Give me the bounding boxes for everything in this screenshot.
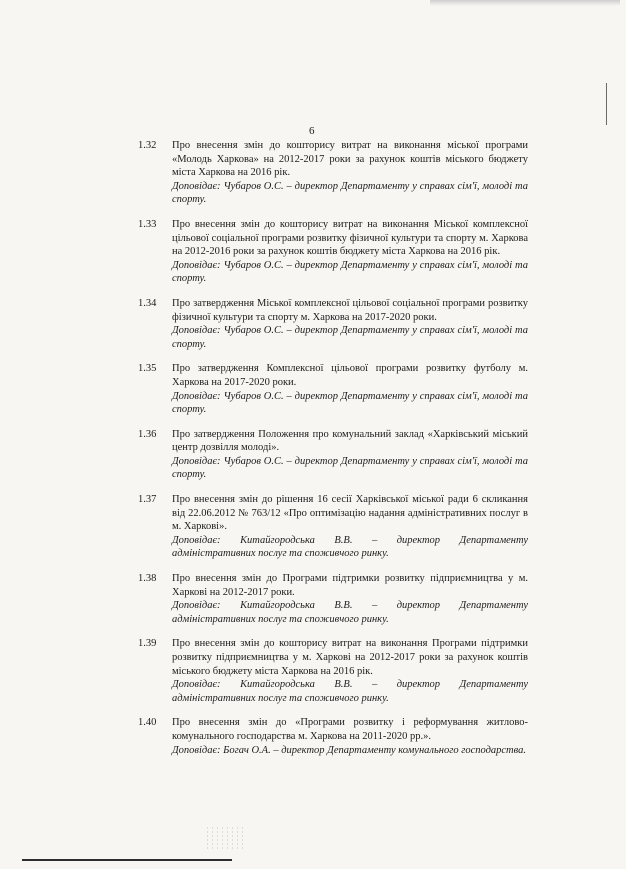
item-number: 1.39 [138,638,157,650]
item-speaker-line [172,180,528,207]
item-title: Про внесення змін до кошторису витрат на виконання Програми підтримки розвитку підприємництва у м. Харкові на 2012-2017 роки за рахунок коштів міського бюджету міста Харкова на 2016 рік. [172,638,528,677]
item-number: 1.32 [138,140,157,151]
item-title: Про затвердження Комплексної цільової програми розвитку футболу м. Харкова на 2017-2020 роки. [172,363,528,388]
speaker-name: Богач О.А. – директор Департаменту комунального господарства. [223,744,527,756]
speaker-name: Чубаров О.С. – директор Департаменту у справах сім'ї, молоді та спорту. [172,325,529,350]
item-body [172,139,528,207]
item-speaker-line [172,599,528,626]
agenda-item [0,637,626,705]
speaker-name: Китайгородська В.В. – директор Департаменту адміністративних послуг та споживчого ринку. [172,534,529,560]
speaker-label: Доповідає: [172,744,221,756]
agenda-item [0,362,626,416]
speaker-label: Доповідає: [172,180,221,192]
speaker-name: Китайгородська В.В. – директор Департаменту адміністративних послуг та споживчого ринку. [172,600,529,625]
speaker-name: Чубаров О.С. – директор Департаменту у справах сім'ї, молоді та спорту. [172,180,529,206]
speaker-name: Чубаров О.С. – директор Департаменту у справах сім'ї, молоді та спорту. [172,455,529,481]
item-title: Про внесення змін до Програми підтримки розвитку підприємництва у м. Харкові на 2012-2017 роки. [172,573,528,598]
scan-line-bottom [22,859,232,861]
speaker-label: Доповідає: [172,259,221,271]
speaker-name: Чубаров О.С. – директор Департаменту у справах сім'ї, молоді та спорту. [172,390,529,416]
speaker-label: Доповідає: [172,679,221,691]
item-number: 1.36 [138,428,157,440]
speaker-label: Доповідає: [172,455,221,467]
item-title: Про внесення змін до кошторису витрат на виконання Міської комплексної цільової соціальної програми розвитку фізичної культури та спорту м. Харкова на 2012-2016 роки за рахунок коштів бюджету міста Харкова на 2016 рік. [172,218,528,258]
item-number: 1.40 [138,717,157,729]
agenda-item [0,428,626,482]
item-speaker-line [172,744,528,758]
item-speaker-line [172,455,528,482]
agenda-item [0,716,626,757]
item-speaker-line [172,678,528,705]
item-body [172,716,528,757]
agenda-item [0,218,626,286]
scan-specks [205,826,245,850]
scan-edge-top [430,0,620,6]
item-title: Про внесення змін до кошторису витрат на виконання міської програми «Молодь Харкова» на 2012-2017 роки за рахунок коштів міського бюджету міста Харкова на 2016 рік. [172,140,528,179]
page-number: 6 [309,125,315,137]
item-body [172,493,528,561]
item-title: Про затвердження Міської комплексної цільової соціальної програми розвитку фізичної культури та спорту м. Харкова на 2017-2020 роки. [172,297,528,323]
item-body [172,362,528,416]
scan-mark-right [606,83,607,125]
agenda-item [0,139,626,207]
item-speaker-line [172,324,528,351]
speaker-label: Доповідає: [172,534,221,546]
item-body [172,637,528,705]
speaker-label: Доповідає: [172,390,221,402]
item-body [172,218,528,286]
agenda-item [0,297,626,351]
item-number: 1.35 [138,363,157,375]
item-number: 1.34 [138,297,157,309]
item-number: 1.33 [138,218,157,230]
item-title: Про внесення змін до рішення 16 сесії Харківської міської ради 6 скликання від 22.06.2012 № 763/12 «Про оптимізацію надання адміністративних послуг в м. Харкові». [172,494,528,533]
item-speaker-line [172,259,528,286]
agenda-list [0,139,626,768]
speaker-label: Доповідає: [172,600,221,612]
item-title: Про затвердження Положення про комунальний заклад «Харківський міський центр дозвілля молоді». [172,428,528,454]
item-speaker-line [172,390,528,417]
item-number: 1.38 [138,573,157,585]
item-number: 1.37 [138,494,157,506]
agenda-item [0,493,626,561]
item-title: Про внесення змін до «Програми розвитку і реформування житлово-комунального господарства м. Харкова на 2011-2020 рр.». [172,717,528,742]
item-speaker-line [172,534,528,561]
item-body [172,428,528,482]
item-body [172,572,528,626]
speaker-name: Чубаров О.С. – директор Департаменту у справах сім'ї, молоді та спорту. [172,259,529,285]
speaker-name: Китайгородська В.В. – директор Департаменту адміністративних послуг та споживчого ринку. [172,679,529,704]
agenda-item [0,572,626,626]
item-body [172,297,528,351]
speaker-label: Доповідає: [172,325,221,337]
